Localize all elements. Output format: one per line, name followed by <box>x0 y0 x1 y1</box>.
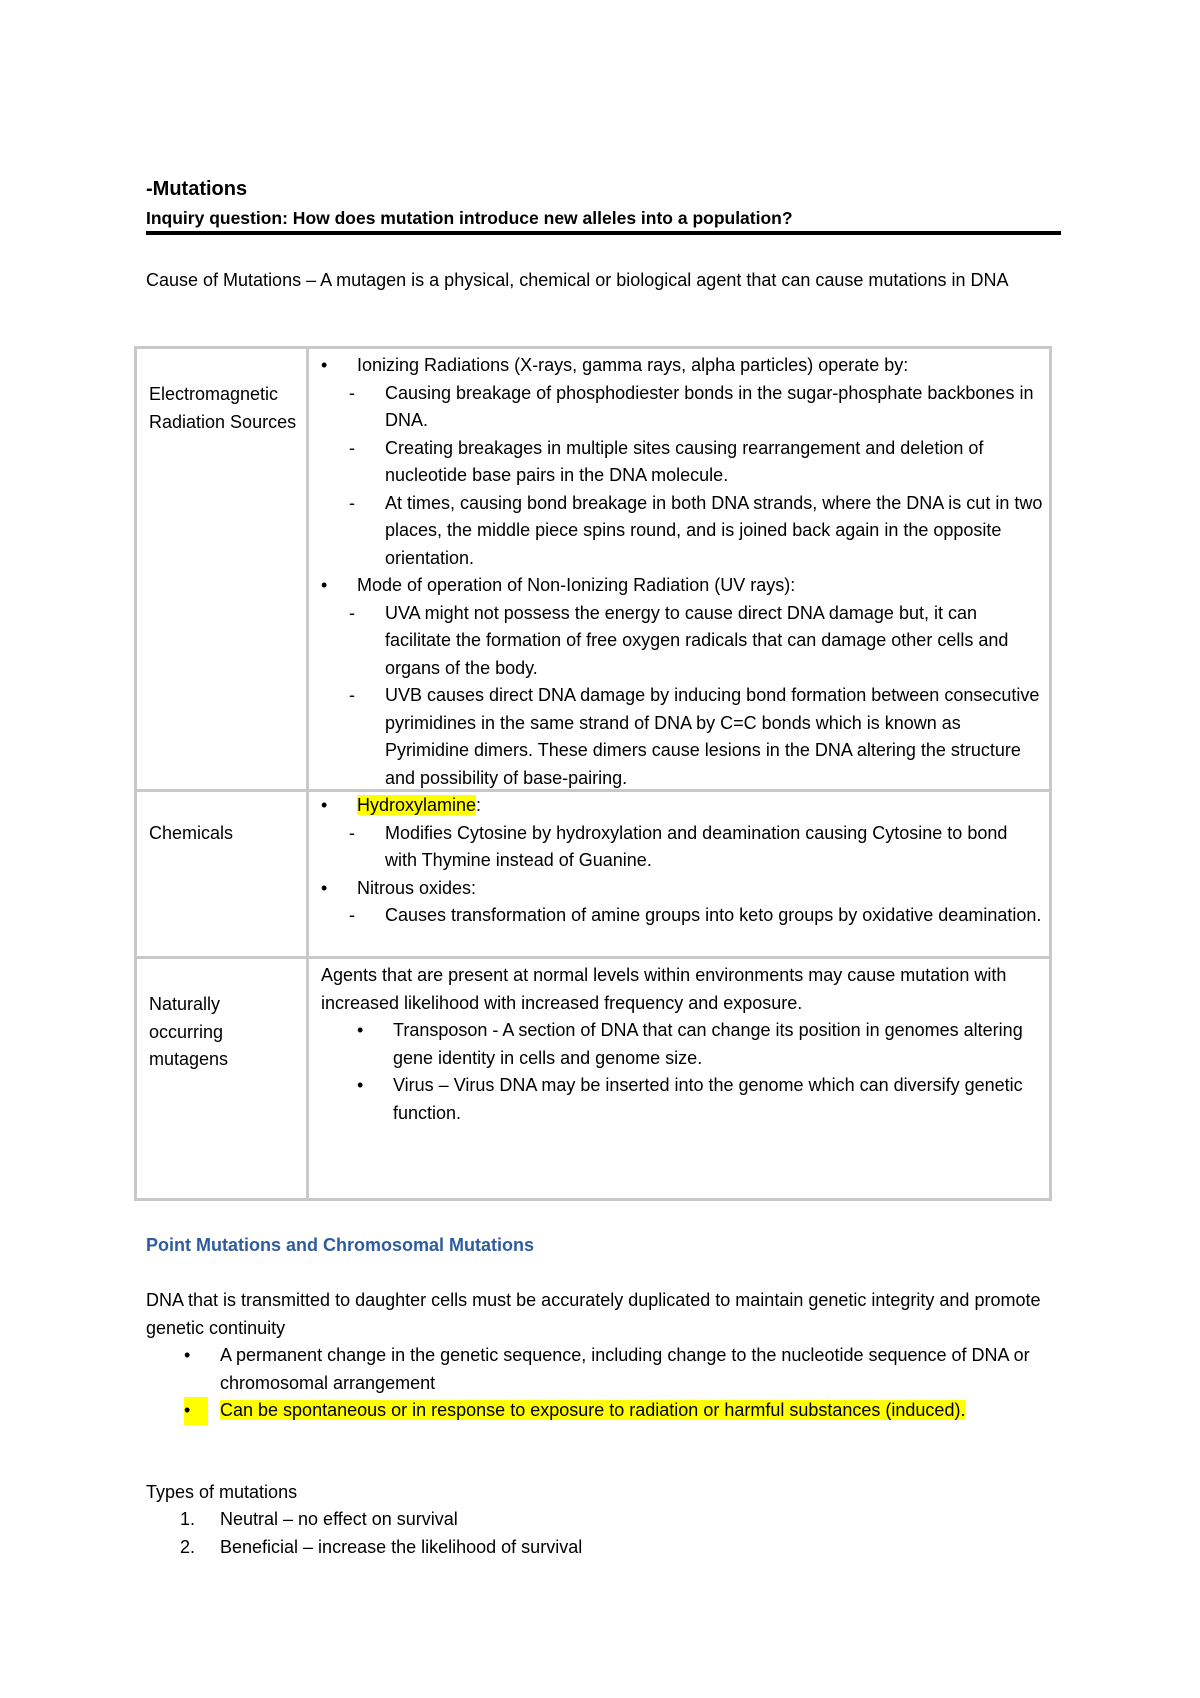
list-item: • Mode of operation of Non-Ionizing Radiation (UV rays): <box>319 572 1044 600</box>
dash-icon: - <box>349 905 355 925</box>
list-item: • Virus – Virus DNA may be inserted into the genome which can diversify genetic function. <box>319 1072 1044 1127</box>
numbered-list <box>146 1506 1066 1561</box>
page-title: -Mutations <box>146 178 248 200</box>
section-heading: Point Mutations and Chromosomal Mutations <box>146 1235 534 1255</box>
row-label: Electromagnetic Radiation Sources <box>149 384 297 432</box>
bullet-icon: • <box>321 877 328 898</box>
row-content <box>319 792 1044 930</box>
list-item <box>146 1397 1066 1425</box>
header-rule <box>146 231 1061 235</box>
list-item: • Transposon - A section of DNA that can change its position in genomes altering gene identity in cells and genome size. <box>319 1017 1044 1072</box>
dash-icon: - <box>349 492 355 513</box>
bullet-icon: • <box>321 795 328 815</box>
mutagen-table <box>134 346 1052 1201</box>
dash-icon: - <box>349 822 355 843</box>
bullet-list <box>146 1342 1066 1425</box>
dash-icon: - <box>349 382 355 403</box>
inquiry-question: Inquiry question: How does mutation introduce new alleles into a population? <box>146 208 793 228</box>
list-item: - UVB causes direct DNA damage by inducing bond formation between consecutive pyrimidines in the same strand of DNA by C=C bonds which is known as Pyrimidine dimers. These dimers cause lesions in the DNA altering the structure and possibility of base-pairing. <box>319 682 1044 792</box>
list-item: • Ionizing Radiations (X-rays, gamma rays, alpha particles) operate by: <box>319 352 1044 380</box>
dash-icon: - <box>349 437 355 458</box>
row-label: Chemicals <box>149 823 234 843</box>
bullet-icon: • <box>321 355 328 375</box>
bullet-icon: • <box>184 1345 191 1365</box>
highlighted-text: Can be spontaneous or in response to exposure to radiation or harmful substances (induced). <box>220 1400 966 1420</box>
dash-icon: - <box>349 602 355 623</box>
types-label: Types of mutations <box>146 1482 298 1502</box>
list-item: 1. Neutral – no effect on survival <box>146 1506 1066 1534</box>
list-item: - UVA might not possess the energy to cause direct DNA damage but, it can facilitate the formation of free oxygen radicals that can damage other cells and organs of the body. <box>319 600 1044 683</box>
list-item: - Creating breakages in multiple sites causing rearrangement and deletion of nucleotide base pairs in the DNA molecule. <box>319 435 1044 490</box>
table-row-chemicals <box>137 792 1049 959</box>
list-item: - Causes transformation of amine groups into keto groups by oxidative deamination. <box>319 902 1044 930</box>
bullet-icon: • <box>321 575 328 595</box>
row-label: Naturally occurring mutagens <box>149 994 229 1069</box>
intro-paragraph: Cause of Mutations – A mutagen is a physical, chemical or biological agent that can cause mutations in DNA <box>146 270 1009 290</box>
highlighted-term: Hydroxylamine <box>357 795 477 815</box>
table-row-natural <box>137 959 1049 1198</box>
bullet-icon: • <box>357 1020 364 1040</box>
list-item: - At times, causing bond breakage in both DNA strands, where the DNA is cut in two places, the middle piece spins round, and is joined back again in the opposite orientation. <box>319 490 1044 573</box>
list-item: - Causing breakage of phosphodiester bonds in the sugar-phosphate backbones in DNA. <box>319 380 1044 435</box>
list-item: • Nitrous oxides: <box>319 875 1044 903</box>
list-item: 2. Beneficial – increase the likelihood of survival <box>146 1534 1066 1562</box>
row-content <box>319 962 1044 1127</box>
table-row-radiation <box>137 349 1049 792</box>
list-item: • Hydroxylamine: <box>319 792 1044 820</box>
list-item: - Modifies Cytosine by hydroxylation and deamination causing Cytosine to bond with Thymine instead of Guanine. <box>319 820 1044 875</box>
list-number: 2. <box>180 1536 196 1557</box>
list-item: • A permanent change in the genetic sequence, including change to the nucleotide sequence of DNA or chromosomal arrangement <box>146 1342 1066 1397</box>
bullet-icon: • <box>357 1075 364 1095</box>
list-number: 1. <box>180 1509 196 1529</box>
dash-icon: - <box>349 685 355 705</box>
row-content <box>319 352 1044 792</box>
section-paragraph: DNA that is transmitted to daughter cells must be accurately duplicated to maintain genetic integrity and promote genetic continuity <box>146 1290 1041 1338</box>
row-intro: Agents that are present at normal levels within environments may cause mutation with increased likelihood with increased frequency and exposure. <box>321 965 1007 1013</box>
bullet-icon: • <box>184 1397 208 1425</box>
